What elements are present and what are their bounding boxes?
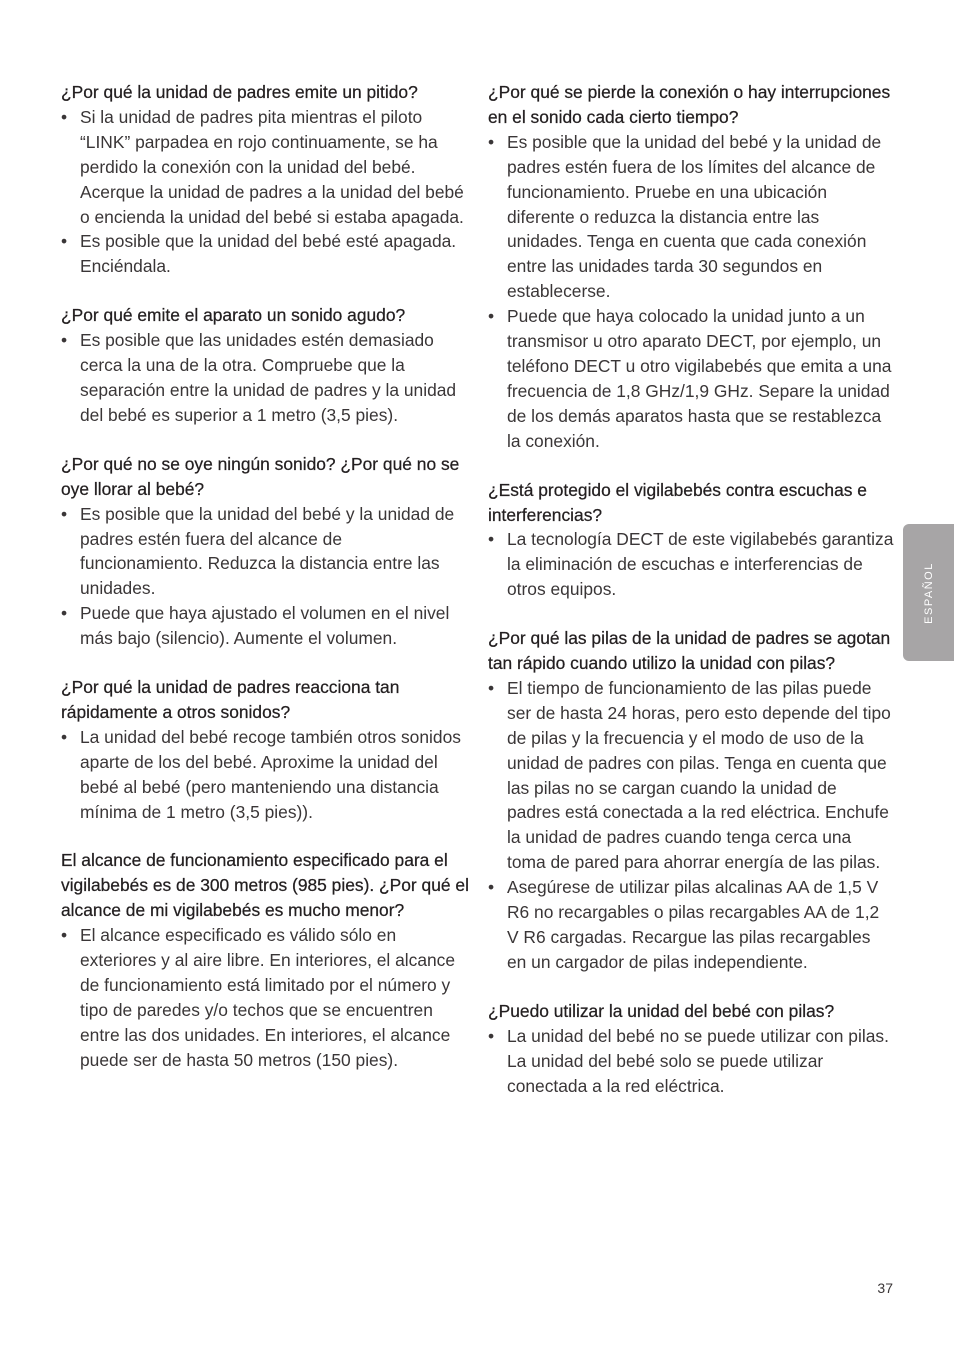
faq-question: ¿Por qué emite el aparato un sonido agudo?	[61, 305, 406, 326]
right-column	[488, 80, 894, 1122]
faq-answer-item	[488, 130, 894, 304]
faq-section	[488, 999, 894, 1099]
faq-question: ¿Está protegido el vigilabebés contra escuchas e interferencias?	[488, 479, 867, 525]
faq-section	[61, 848, 469, 1072]
faq-answer-list	[61, 923, 469, 1072]
faq-answer-list	[488, 527, 894, 602]
bullet-icon: •	[61, 231, 68, 252]
faq-question: El alcance de funcionamiento especificado para el vigilabebés es de 300 metros (985 pies). ¿Por qué el alcance de mi vigilabebés es mucho menor?	[61, 850, 469, 921]
faq-answer-text: Si la unidad de padres pita mientras el piloto “LINK” parpadea en rojo continuamente, se ha perdido la conexión con la unidad del bebé. Acerque la unidad de padres a la unidad del bebé o encienda la unidad del bebé si estaba apagada.	[80, 106, 464, 227]
faq-section	[61, 675, 469, 824]
faq-section	[488, 478, 894, 603]
faq-answer-item	[488, 676, 894, 875]
bullet-icon: •	[488, 677, 495, 698]
faq-answer-text: Asegúrese de utilizar pilas alcalinas AA de 1,5 V R6 no recargables o pilas recargables AA de 1,2 V R6 cargadas. Recargue las pilas recargables en un cargador de pilas independiente.	[507, 877, 880, 972]
language-tab	[903, 524, 954, 661]
faq-answer-item	[61, 328, 469, 428]
bullet-icon: •	[61, 726, 68, 747]
bullet-icon: •	[488, 529, 495, 550]
faq-question: ¿Por qué la unidad de padres emite un pitido?	[61, 82, 418, 102]
faq-answer-item	[488, 875, 894, 975]
bullet-icon: •	[61, 503, 68, 524]
bullet-icon: •	[61, 330, 68, 351]
faq-answer-list	[488, 130, 894, 454]
left-column	[61, 80, 469, 1097]
language-tab-label: ESPAÑOL	[922, 561, 935, 624]
bullet-icon: •	[61, 603, 68, 624]
faq-answer-text: El alcance especificado es válido sólo en exteriores y al aire libre. En interiores, el alcance de funcionamiento está limitado por el número y tipo de paredes y/o techos que se encuentren entre las dos unidades. En interiores, el alcance puede ser de hasta 50 metros (150 pies).	[80, 925, 456, 1070]
bullet-icon: •	[488, 131, 495, 152]
faq-answer-list	[61, 328, 469, 428]
faq-answer-item	[61, 601, 469, 651]
bullet-icon: •	[488, 306, 495, 327]
faq-section	[488, 626, 894, 975]
faq-answer-text: La unidad del bebé recoge también otros sonidos aparte de los del bebé. Aproxime la unidad del bebé al bebé (pero manteniendo una distancia mínima de 1 metro (3,5 pies)).	[80, 726, 461, 822]
faq-answer-text: Es posible que la unidad del bebé y la unidad de padres estén fuera del alcance de funcionamiento. Reduzca la distancia entre las unidades.	[80, 503, 455, 599]
faq-question: ¿Por qué se pierde la conexión o hay interrupciones en el sonido cada cierto tiempo?	[488, 82, 891, 127]
faq-answer-text: Es posible que la unidad del bebé y la unidad de padres estén fuera de los límites del alcance de funcionamiento. Pruebe en una ubicación diferente o reduzca la distancia entre las unidades. Tenga en cuenta que cada conexión entre las unidades tarda 30 segundos en establecerse.	[507, 131, 882, 302]
bullet-icon: •	[488, 1025, 495, 1046]
faq-answer-item	[61, 923, 469, 1072]
faq-question: ¿Por qué la unidad de padres reacciona tan rápidamente a otros sonidos?	[61, 677, 400, 722]
faq-answer-list	[61, 502, 469, 651]
bullet-icon: •	[61, 925, 68, 946]
faq-answer-list	[61, 105, 469, 279]
faq-answer-list	[488, 1024, 894, 1099]
faq-answer-item	[61, 725, 469, 825]
bullet-icon: •	[488, 877, 495, 898]
faq-section	[488, 80, 894, 454]
faq-section	[61, 452, 469, 651]
faq-question: ¿Puedo utilizar la unidad del bebé con pilas?	[488, 1000, 835, 1021]
faq-answer-item	[488, 527, 894, 602]
faq-section	[61, 80, 469, 279]
faq-answer-text: La tecnología DECT de este vigilabebés garantiza la eliminación de escuchas e interferencias de otros equipos.	[507, 529, 894, 600]
faq-question: ¿Por qué las pilas de la unidad de padres se agotan tan rápido cuando utilizo la unidad con pilas?	[488, 628, 891, 674]
faq-answer-text: Puede que haya colocado la unidad junto a un transmisor u otro aparato DECT, por ejemplo, un teléfono DECT u otro vigilabebés que emita a una frecuencia de 1,8 GHz/1,9 GHz. Separe la unidad de los demás aparatos hasta que se restablezca la conexión.	[507, 306, 892, 451]
bullet-icon: •	[61, 106, 68, 127]
faq-answer-text: La unidad del bebé no se puede utilizar con pilas. La unidad del bebé solo se puede utilizar conectada a la red eléctrica.	[507, 1025, 889, 1096]
faq-answer-item	[61, 229, 469, 279]
faq-answer-item	[61, 105, 469, 230]
faq-answer-list	[488, 676, 894, 975]
faq-answer-text: El tiempo de funcionamiento de las pilas puede ser de hasta 24 horas, pero esto depende del tipo de pilas y la frecuencia y el modo de uso de la unidad de padres con pilas. Tenga en cuenta que las pilas no se cargan cuando la unidad de padres está conectada a la red eléctrica. Enchufe la unidad de padres cuando tenga cerca una toma de pared para ahorrar energía de las pilas.	[507, 677, 891, 873]
faq-answer-text: Es posible que las unidades estén demasiado cerca la una de la otra. Compruebe que la separación entre la unidad de padres y la unidad del bebé es superior a 1 metro (3,5 pies).	[80, 330, 457, 425]
faq-section	[61, 303, 469, 428]
faq-answer-item	[61, 502, 469, 602]
faq-answer-item	[488, 304, 894, 453]
faq-answer-text: Es posible que la unidad del bebé esté apagada. Enciéndala.	[80, 231, 457, 277]
faq-answer-list	[61, 725, 469, 825]
faq-answer-text: Puede que haya ajustado el volumen en el nivel más bajo (silencio). Aumente el volumen.	[80, 603, 450, 649]
faq-question: ¿Por qué no se oye ningún sonido? ¿Por qué no se oye llorar al bebé?	[61, 453, 460, 499]
page-number: 37	[877, 1280, 893, 1296]
faq-answer-item	[488, 1024, 894, 1099]
